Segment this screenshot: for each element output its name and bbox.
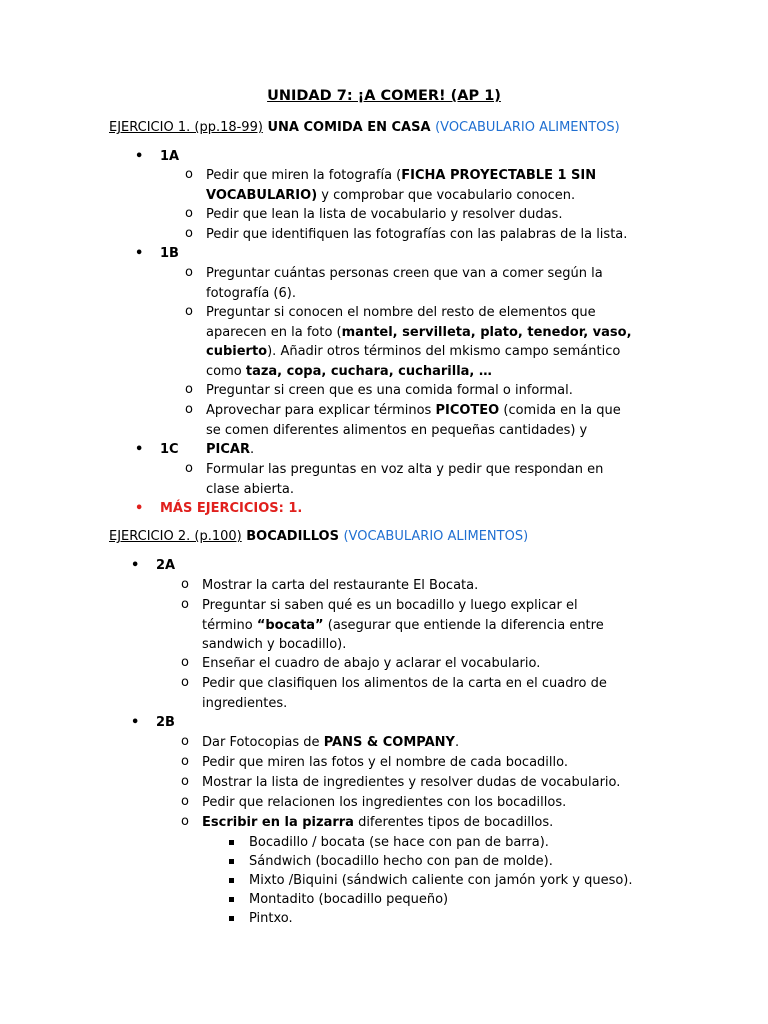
list-item: o Pedir que lean la lista de vocabulario y resolver dudas. <box>185 206 563 222</box>
list-item: o Aprovechar para explicar términos PICOTEO (comida en la que se comen diferentes alimentos en pequeñas cantidades) y PICAR. <box>185 402 621 457</box>
bullet-icon: • <box>135 149 144 164</box>
sub-list-item: Mixto /Biquini (sándwich caliente con jamón york y queso). <box>249 871 633 891</box>
exercise-2-vocab: (VOCABULARIO ALIMENTOS) <box>343 529 529 544</box>
circle-bullet-icon: o <box>185 304 193 319</box>
exercise-1-vocab: (VOCABULARIO ALIMENTOS) <box>435 120 620 135</box>
circle-bullet-icon: o <box>185 206 193 221</box>
section-1a-label: 1A <box>160 149 180 164</box>
circle-bullet-icon: o <box>181 774 189 789</box>
list-item: o Preguntar si creen que es una comida formal o informal. <box>185 382 573 398</box>
list-item: o Mostrar la lista de ingredientes y resolver dudas de vocabulario. <box>181 774 621 790</box>
list-item: o Dar Fotocopias de PANS & COMPANY. <box>181 734 460 750</box>
list-item: o Escribir en la pizarra diferentes tipos de bocadillos. <box>181 814 554 830</box>
section-2b-label: 2B <box>156 715 175 730</box>
circle-bullet-icon: o <box>181 734 189 749</box>
square-bullet-icon <box>229 897 234 902</box>
square-bullet-icon <box>229 878 234 883</box>
page-title: UNIDAD 7: ¡A COMER! (AP 1) <box>267 88 501 104</box>
circle-bullet-icon: o <box>185 265 193 280</box>
section-2a <box>131 556 176 576</box>
more-exercises <box>135 499 303 519</box>
list-item: o Pedir que relacionen los ingredientes con los bocadillos. <box>181 794 567 810</box>
section-2a-label: 2A <box>156 558 176 573</box>
list-item: o Pedir que miren las fotos y el nombre de cada bocadillo. <box>181 754 568 770</box>
circle-bullet-icon: o <box>181 794 189 809</box>
square-bullet-icon <box>229 916 234 921</box>
section-1b-label: 1B <box>160 246 179 261</box>
exercise-1-topic: UNA COMIDA EN CASA <box>262 120 436 135</box>
circle-bullet-icon: o <box>185 382 193 397</box>
circle-bullet-icon: o <box>181 655 189 670</box>
exercise-1-heading <box>109 118 620 138</box>
sub-list-item: Bocadillo / bocata (se hace con pan de barra). <box>249 833 549 853</box>
bullet-icon: • <box>131 558 140 573</box>
list-item: o Preguntar cuántas personas creen que van a comer según la fotografía (6). <box>185 265 603 301</box>
circle-bullet-icon: o <box>181 597 189 612</box>
section-1b <box>135 244 179 264</box>
exercise-2-ref: EJERCICIO 2. (p.100) <box>109 529 242 544</box>
list-item: o Pedir que miren la fotografía (FICHA PROYECTABLE 1 SIN VOCABULARIO) y comprobar que vocabulario conocen. <box>185 167 597 203</box>
circle-bullet-icon: o <box>185 167 193 182</box>
list-item: o Mostrar la carta del restaurante El Bocata. <box>181 577 479 593</box>
square-bullet-icon <box>229 859 234 864</box>
circle-bullet-icon: o <box>185 226 193 241</box>
circle-bullet-icon: o <box>185 461 193 476</box>
section-1c <box>135 440 179 460</box>
square-bullet-icon <box>229 840 234 845</box>
circle-bullet-icon: o <box>181 754 189 769</box>
sub-list-item: Sándwich (bocadillo hecho con pan de molde). <box>249 852 553 872</box>
circle-bullet-icon: o <box>181 675 189 690</box>
circle-bullet-icon: o <box>181 577 189 592</box>
sub-list-item: Montadito (bocadillo pequeño) <box>249 890 448 910</box>
section-1a <box>135 147 180 167</box>
list-item: o Pedir que identifiquen las fotografías con las palabras de la lista. <box>185 226 628 242</box>
bullet-icon: • <box>135 501 144 516</box>
circle-bullet-icon: o <box>185 402 193 417</box>
bullet-icon: • <box>131 715 140 730</box>
list-item: o Preguntar si saben qué es un bocadillo y luego explicar el término “bocata” (asegurar que entiende la diferencia entre sandwich y bocadillo). <box>181 597 604 652</box>
exercise-2-heading <box>109 527 528 547</box>
exercise-1-ref: EJERCICIO 1. (pp.18-99) <box>109 120 263 135</box>
sub-list-item: Pintxo. <box>249 909 293 929</box>
list-item: o Preguntar si conocen el nombre del resto de elementos que aparecen en la foto (mantel, servilleta, plato, tenedor, vaso, cubierto). Añadir otros términos del mkismo campo semántico como taza, copa, cuchara, cucharilla, … <box>185 304 632 379</box>
section-2b <box>131 713 175 733</box>
exercise-2-topic: BOCADILLOS <box>241 529 344 544</box>
bullet-icon: • <box>135 246 144 261</box>
list-item: o Formular las preguntas en voz alta y pedir que respondan en clase abierta. <box>185 461 604 497</box>
more-exercises-label: MÁS EJERCICIOS: 1. <box>160 501 303 516</box>
circle-bullet-icon: o <box>181 814 189 829</box>
bullet-icon: • <box>135 442 144 457</box>
list-item: o Enseñar el cuadro de abajo y aclarar el vocabulario. <box>181 655 541 671</box>
section-1c-label: 1C <box>160 442 179 457</box>
list-item: o Pedir que clasifiquen los alimentos de la carta en el cuadro de ingredientes. <box>181 675 607 711</box>
